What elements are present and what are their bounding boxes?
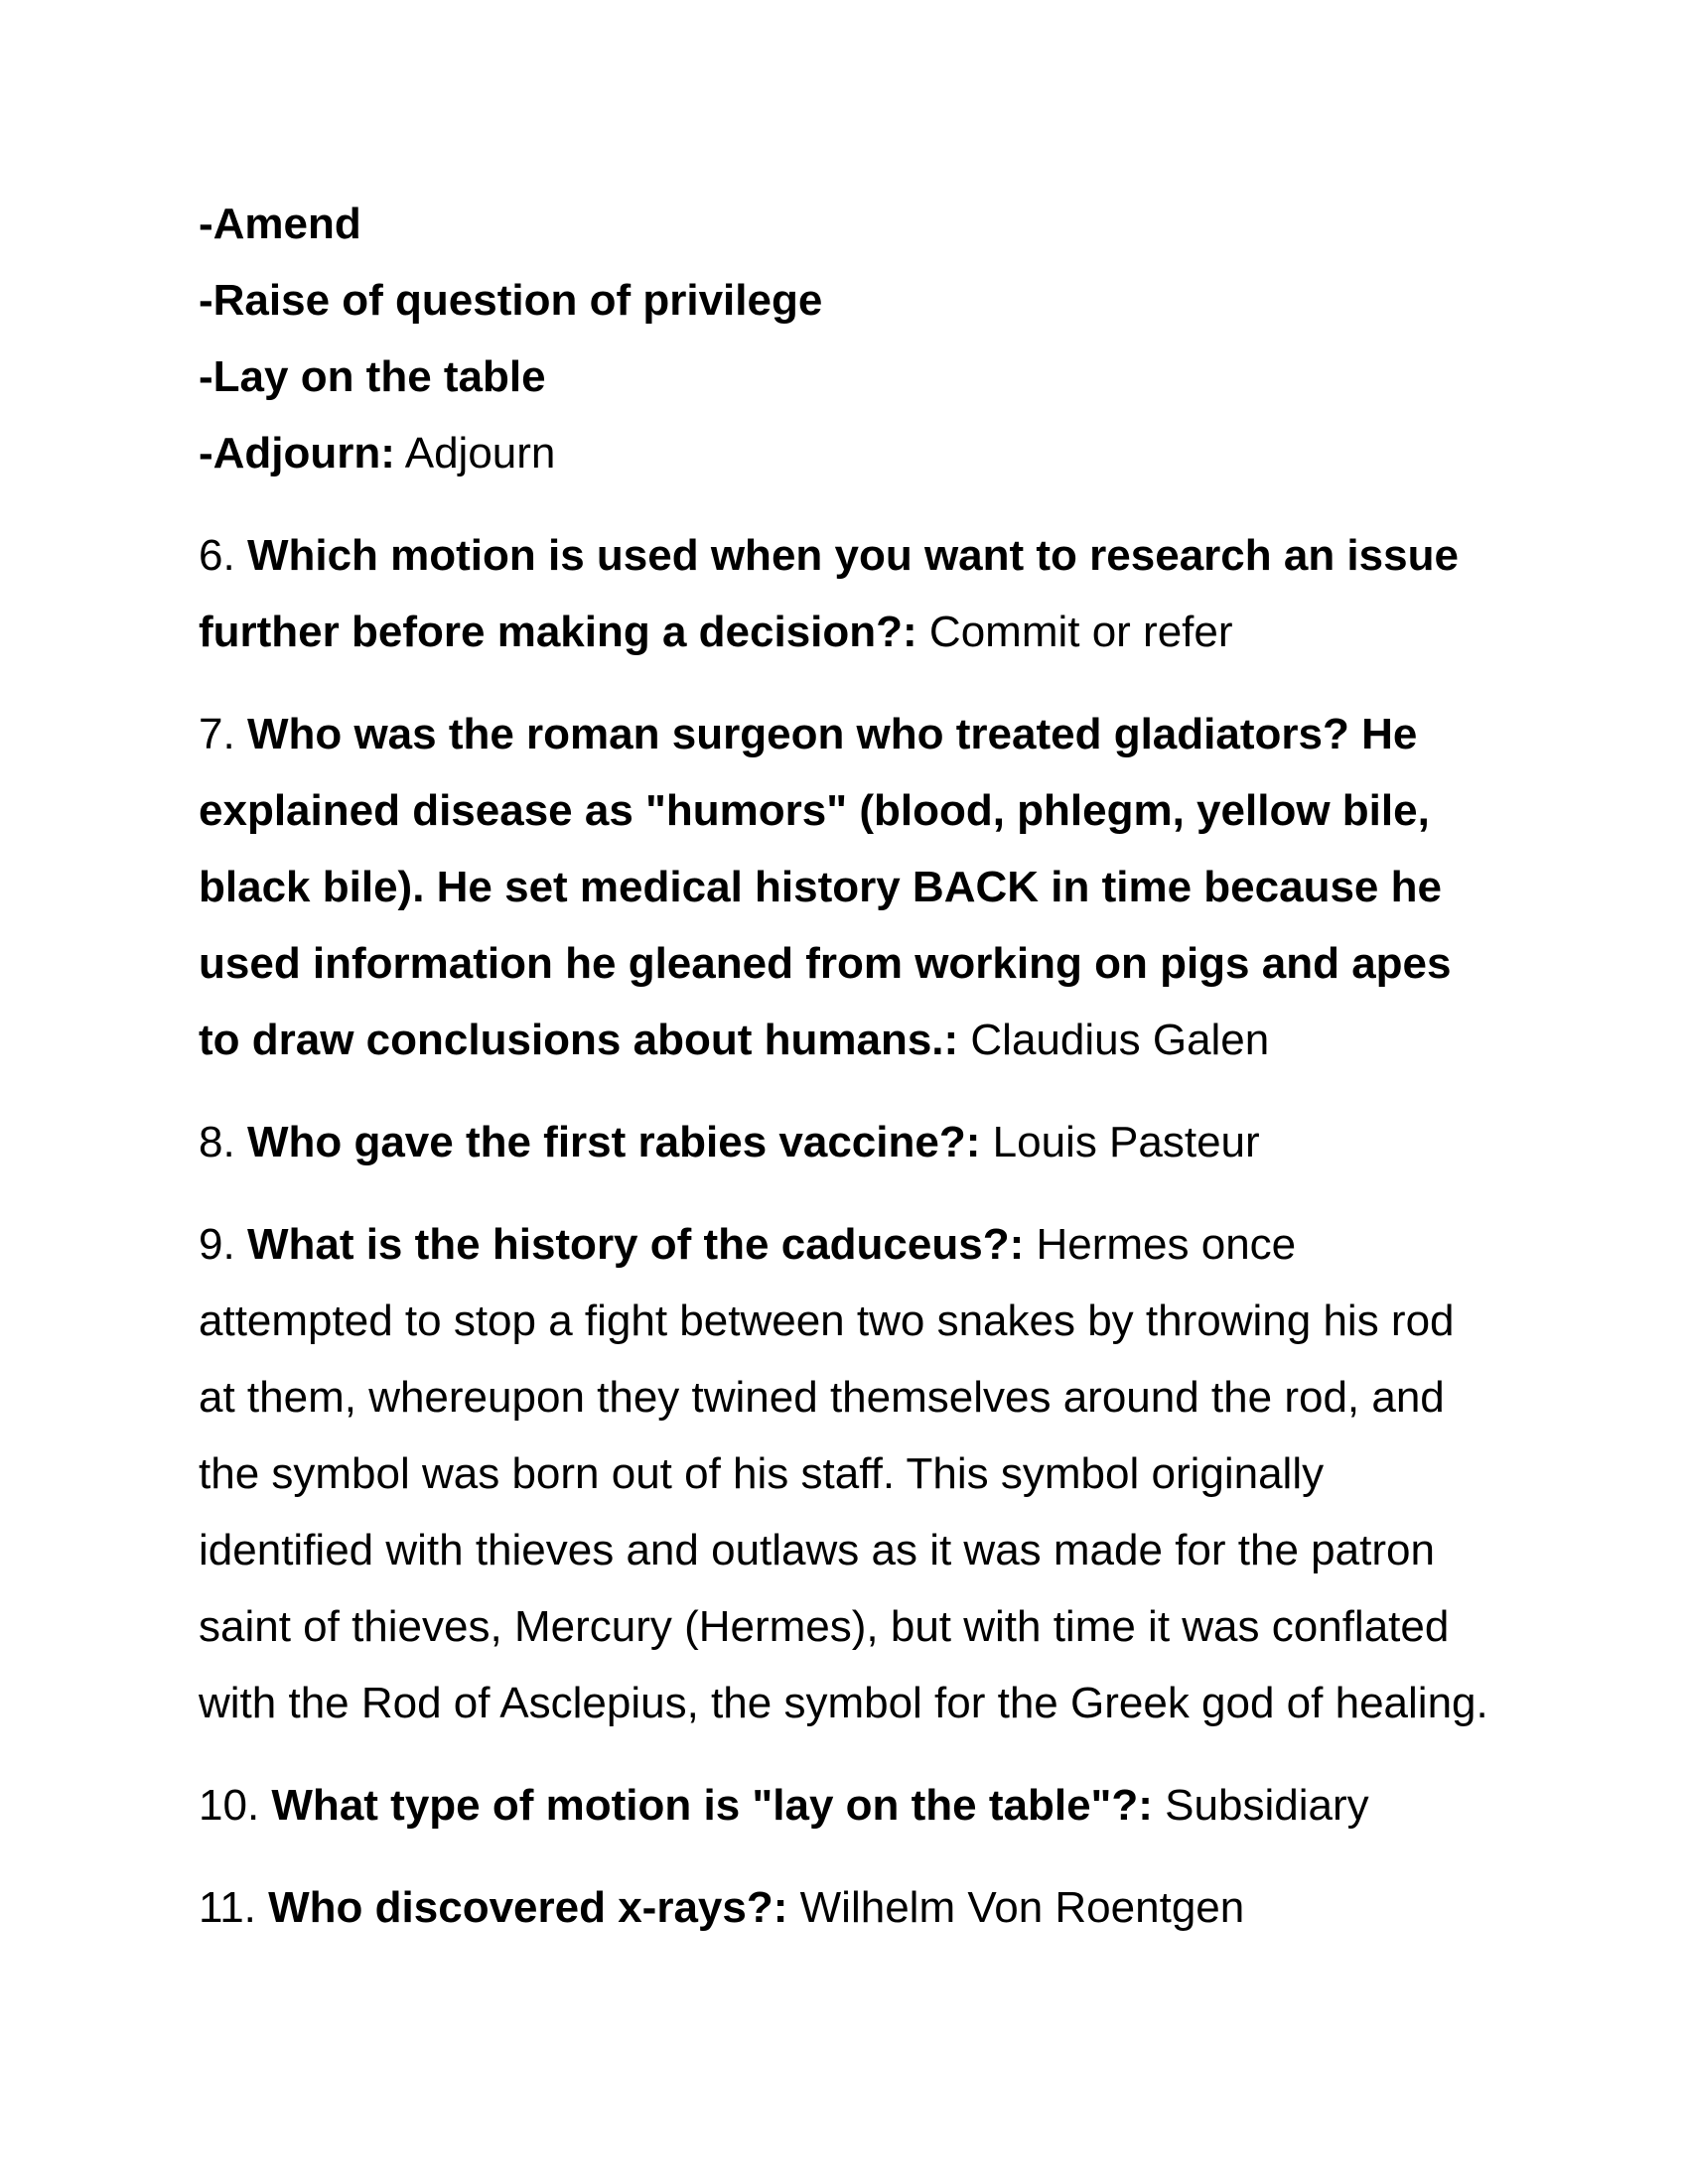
- question-number: 8.: [199, 1118, 235, 1166]
- question-9-answer-line-5: [199, 1526, 1435, 1574]
- question-answer: Commit or refer: [928, 608, 1233, 656]
- question-answer: at them, whereupon they twined themselves around the rod, and: [199, 1373, 1445, 1422]
- question-10-line-1: [199, 1781, 1369, 1830]
- question-8-line-1: [199, 1118, 1260, 1166]
- question-7-line-5: [199, 1016, 1270, 1064]
- question-6-line-2: [199, 608, 1233, 656]
- question-9-answer-line-7: [199, 1679, 1488, 1727]
- question-number: 10.: [199, 1781, 260, 1830]
- list-item-label: -Amend: [199, 200, 361, 248]
- question-answer: Hermes once: [1036, 1220, 1297, 1269]
- list-item-answer: Adjourn: [404, 429, 556, 478]
- list-item-label: -Adjourn:: [199, 429, 395, 478]
- question-number: 11.: [199, 1883, 256, 1932]
- question-text: used information he gleaned from working on pigs and apes: [199, 939, 1452, 988]
- question-6-line-1: [199, 531, 1459, 580]
- question-text: explained disease as "humors" (blood, phlegm, yellow bile,: [199, 786, 1430, 835]
- question-text: further before making a decision?:: [199, 608, 917, 656]
- question-answer: Subsidiary: [1165, 1781, 1369, 1830]
- question-7-line-3: [199, 863, 1442, 911]
- list-item-adjourn: [199, 429, 556, 478]
- question-number: 9.: [199, 1220, 235, 1269]
- question-7-line-1: [199, 710, 1418, 758]
- question-9-answer-line-3: [199, 1373, 1445, 1422]
- question-text: to draw conclusions about humans.:: [199, 1016, 959, 1064]
- question-9-line-1: [199, 1220, 1297, 1269]
- question-answer: attempted to stop a fight between two snakes by throwing his rod: [199, 1297, 1455, 1345]
- question-text: Who was the roman surgeon who treated gladiators? He: [246, 710, 1418, 758]
- question-9-answer-line-6: [199, 1602, 1450, 1651]
- list-item-amend: [199, 200, 361, 248]
- question-text: Who gave the first rabies vaccine?:: [246, 1118, 981, 1166]
- question-11-line-1: [199, 1883, 1245, 1932]
- question-9-answer-line-4: [199, 1449, 1325, 1498]
- list-item-label: -Raise of question of privilege: [199, 276, 823, 325]
- question-number: 7.: [199, 710, 235, 758]
- question-7-line-4: [199, 939, 1452, 988]
- question-answer: identified with thieves and outlaws as it was made for the patron: [199, 1526, 1435, 1574]
- question-text: What type of motion is "lay on the table"?:: [271, 1781, 1153, 1830]
- list-item-lay-on-table: [199, 352, 546, 401]
- list-item-privilege: [199, 276, 823, 325]
- question-text: Which motion is used when you want to research an issue: [246, 531, 1459, 580]
- question-answer: Louis Pasteur: [992, 1118, 1260, 1166]
- question-number: 6.: [199, 531, 235, 580]
- question-answer: the symbol was born out of his staff. This symbol originally: [199, 1449, 1325, 1498]
- question-text: black bile). He set medical history BACK in time because he: [199, 863, 1442, 911]
- question-answer: with the Rod of Asclepius, the symbol for the Greek god of healing.: [199, 1679, 1488, 1727]
- question-answer: Claudius Galen: [970, 1016, 1270, 1064]
- question-9-answer-line-2: [199, 1299, 1455, 1343]
- question-7-line-2: [199, 786, 1430, 835]
- question-text: Who discovered x-rays?:: [268, 1883, 788, 1932]
- question-answer: Wilhelm Von Roentgen: [799, 1883, 1245, 1932]
- list-item-label: -Lay on the table: [199, 352, 546, 401]
- question-text: What is the history of the caduceus?:: [246, 1220, 1025, 1269]
- question-answer: saint of thieves, Mercury (Hermes), but with time it was conflated: [199, 1602, 1450, 1651]
